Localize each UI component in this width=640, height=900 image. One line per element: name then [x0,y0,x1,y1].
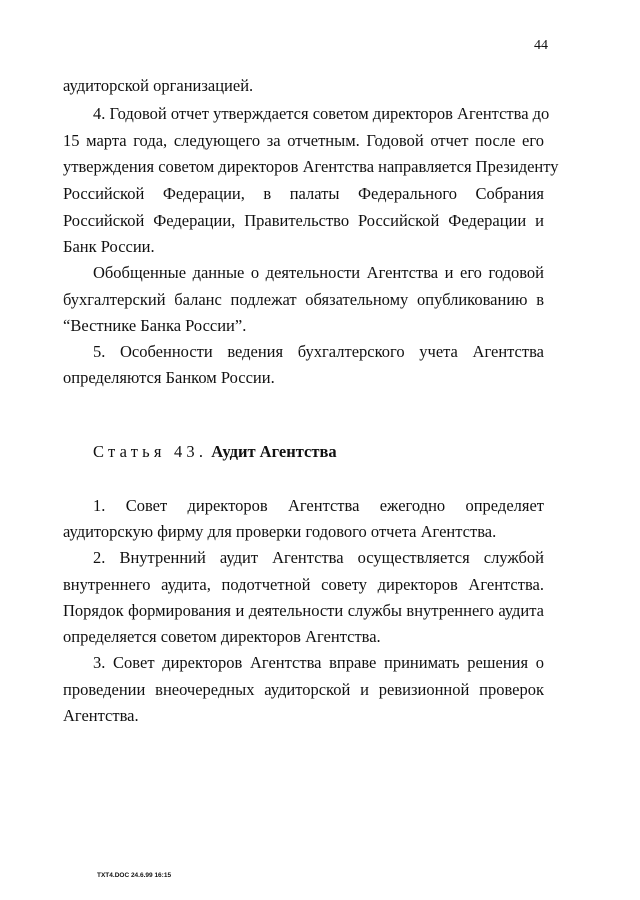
text-line: 3. Совет директоров Агентства вправе принимать решения о [93,653,544,672]
text-line: определяется советом директоров Агентства. [63,627,381,646]
text-line: аудиторской организацией. [63,76,254,95]
article-label: Статья 43. [93,442,208,461]
text-line: 4. Годовой отчет утверждается советом директоров Агентства до [93,104,550,123]
text-line: 15 марта года, следующего за отчетным. Годовой отчет после его [63,131,544,150]
text-line: Порядок формирования и деятельности службы внутреннего аудита [63,601,544,620]
text-line: Российской Федерации, в палаты Федерального Собрания [63,184,544,203]
text-line: проведении внеочередных аудиторской и ревизионной проверок [63,680,544,699]
text-line: аудиторскую фирму для проверки годового отчета Агентства. [63,522,497,541]
text-line: 1. Совет директоров Агентства ежегодно определяет [93,496,544,515]
text-line: “Вестнике Банка России”. [63,316,247,335]
text-line: Агентства. [63,706,139,725]
text-line: 5. Особенности ведения бухгалтерского учета Агентства [93,342,544,361]
article-heading [93,442,337,462]
document-footer: TXT4.DOC 24.6.99 16:15 [97,872,172,879]
text-line: бухгалтерский баланс подлежат обязательному опубликованию в [63,290,544,309]
page-number: 44 [534,38,548,53]
article-title: Аудит Агентства [211,442,337,461]
text-line: внутреннего аудита, подотчетной совету директоров Агентства. [63,575,544,594]
text-line: определяются Банком России. [63,368,275,387]
text-line: Банк России. [63,237,155,256]
text-line: Обобщенные данные о деятельности Агентства и его годовой [93,263,544,282]
text-line: утверждения советом директоров Агентства направляется Президенту [63,157,559,176]
text-line: 2. Внутренний аудит Агентства осуществляется службой [93,548,544,567]
text-line: Российской Федерации, Правительство Российской Федерации и [63,211,544,230]
